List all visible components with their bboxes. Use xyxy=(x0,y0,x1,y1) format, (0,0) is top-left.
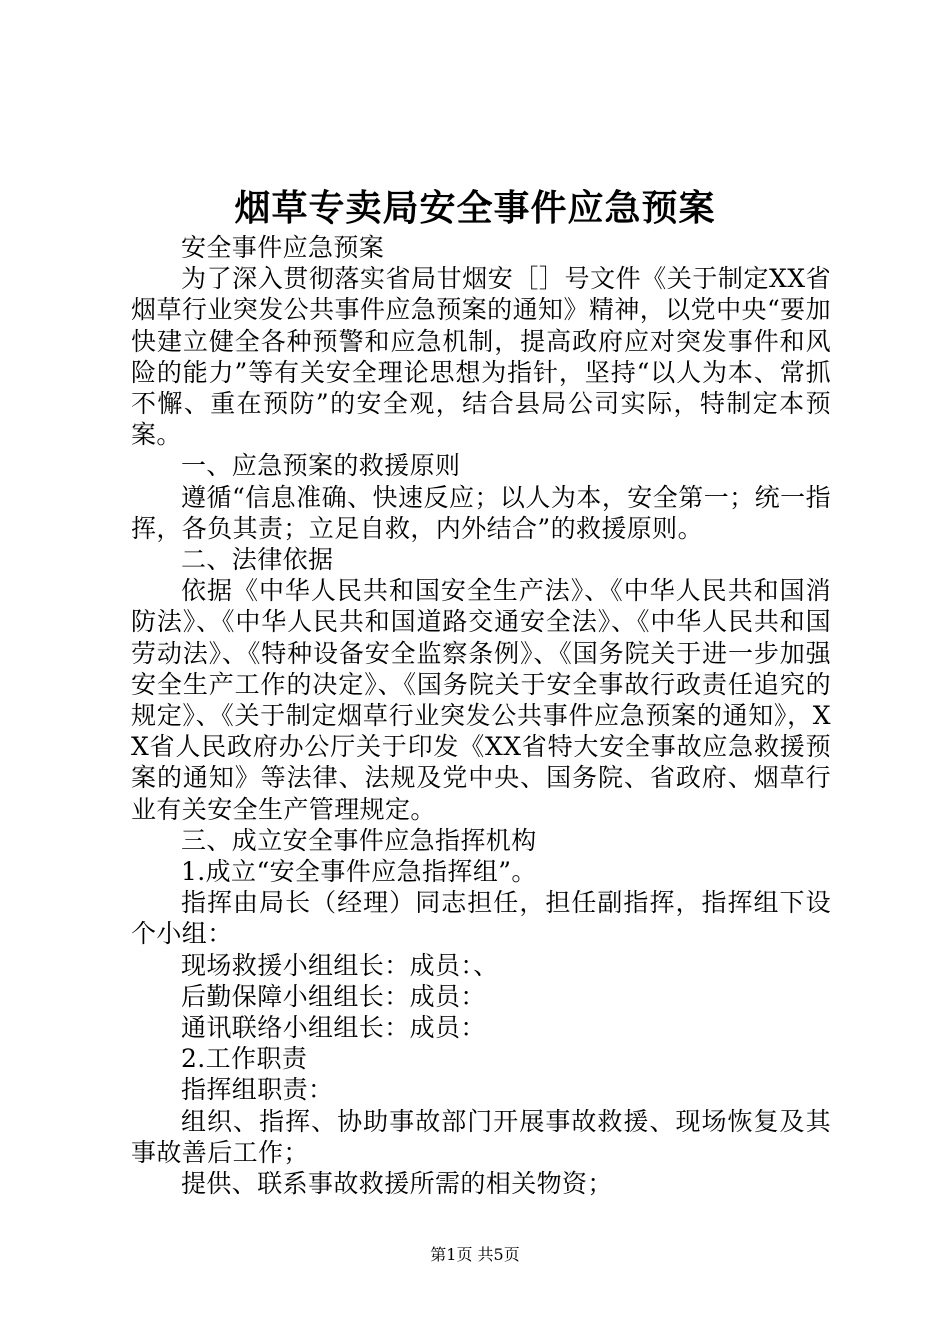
paragraph-command-duties: 指挥组职责： xyxy=(181,1075,334,1105)
paragraph-intro: 为了深入贯彻落实省局甘烟安［］号文件《关于制定XX省烟草行业突发公共事件应急预案的通知》精神，以党中央“要加快建立健全各种预警和应急机制，提高政府应对突发事件和风险的能力”等有关安全理论思想为指针，坚持“以人为本、常抓不懈、重在预防”的安全观，结合县局公司实际，特制定本预案。 xyxy=(131,264,831,450)
document-title: 烟草专卖局安全事件应急预案 xyxy=(234,187,716,229)
paragraph-duty-organize: 组织、指挥、协助事故部门开展事故救援、现场恢复及其事故善后工作； xyxy=(131,1106,831,1167)
section-heading-principles: 一、应急预案的救援原则 xyxy=(181,451,461,481)
section-heading-legal-basis: 二、法律依据 xyxy=(181,545,334,575)
paragraph-rescue-team: 现场救援小组组长：成员：、 xyxy=(181,950,499,980)
section-heading-command: 三、成立安全事件应急指挥机构 xyxy=(181,825,537,855)
paragraph-legal-basis: 依据《中华人民共和国安全生产法》、《中华人民共和国消防法》、《中华人民共和国道路交通安全法》、《中华人民共和国劳动法》、《特种设备安全监察条例》、《国务院关于进一步加强安全生产工作的决定》、《国务院关于安全事故行政责任追究的规定》、《关于制定烟草行业突发公共事件应急预案的通知》，XX省人民政府办公厅关于印发《XX省特大安全事故应急救援预案的通知》等法律、法规及党中央、国务院、省政府、烟草行业有关安全生产管理规定。 xyxy=(131,576,831,824)
paragraph-logistics-team: 后勤保障小组组长：成员： xyxy=(181,981,486,1011)
paragraph-principles: 遵循“信息准确、快速反应；以人为本，安全第一；统一指挥，各负其责；立足自救，内外结合”的救援原则。 xyxy=(131,482,831,543)
paragraph-duties-heading: 2.工作职责 xyxy=(181,1044,308,1074)
paragraph-comms-team: 通讯联络小组组长：成员： xyxy=(181,1013,486,1043)
page-number-footer: 第1页 共5页 xyxy=(430,1245,520,1264)
paragraph-subtitle: 安全事件应急预案 xyxy=(181,233,385,262)
paragraph-command-lead: 指挥由局长（经理）同志担任，担任副指挥，指挥组下设个小组： xyxy=(131,888,831,949)
document-body xyxy=(131,232,831,1199)
paragraph-duty-supplies: 提供、联系事故救援所需的相关物资； xyxy=(181,1169,613,1199)
paragraph-command-group: 1.成立“安全事件应急指挥组”。 xyxy=(181,857,537,887)
